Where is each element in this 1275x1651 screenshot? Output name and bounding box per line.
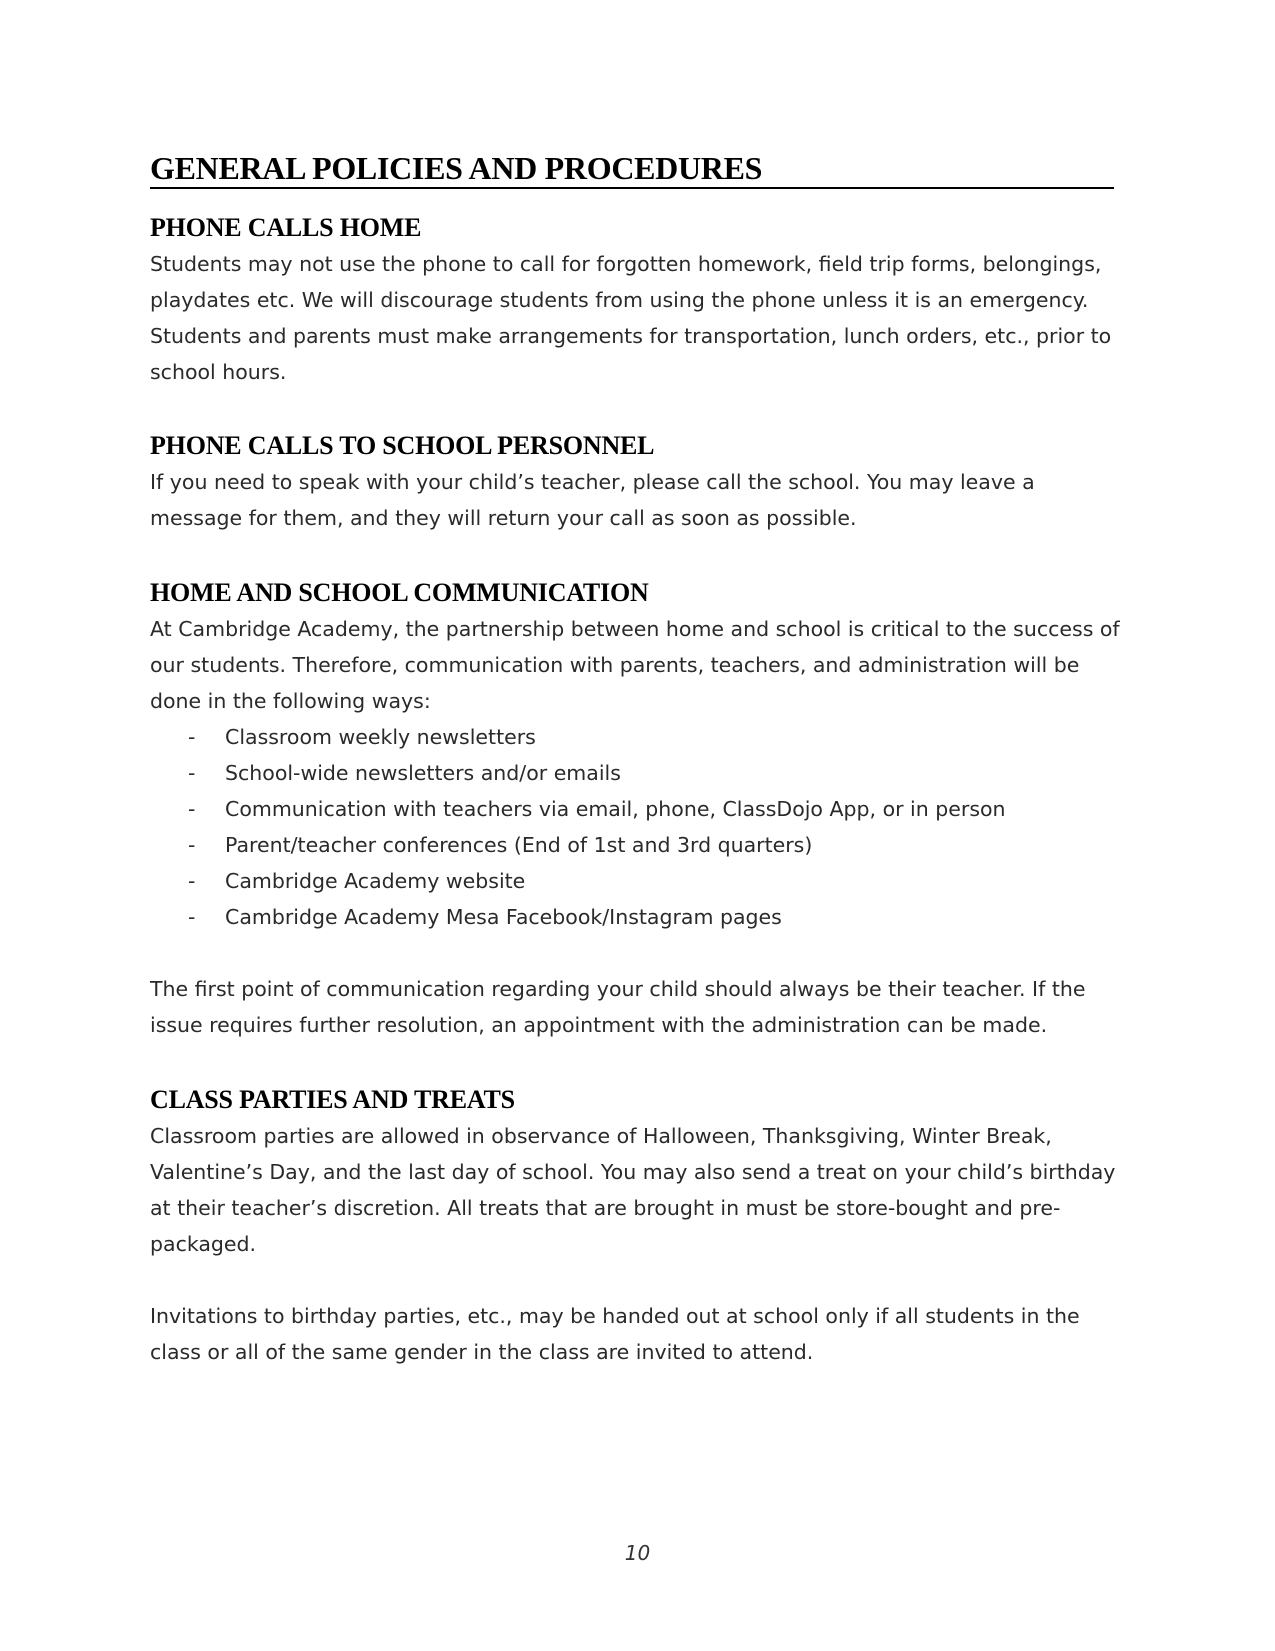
section-paragraph: At Cambridge Academy, the partnership between home and school is critical to the success of our students. Therefore, communication with parents, teachers, and administration will be done in the following ways: <box>150 617 1120 713</box>
section-title: PHONE CALLS TO SCHOOL PERSONNEL <box>150 431 655 460</box>
list-item: - Classroom weekly newsletters <box>150 719 1130 755</box>
list-item: - Parent/teacher conferences (End of 1st and 3rd quarters) <box>150 827 1130 863</box>
list-item: - Cambridge Academy website <box>150 863 1130 899</box>
list-item: - School-wide newsletters and/or emails <box>150 755 1130 791</box>
section-paragraph: Students may not use the phone to call for forgotten homework, field trip forms, belongings, playdates etc. We will discourage students from using the phone unless it is an emergency. Students and parents must make arrangements for transportation, lunch orders, etc., prior to school hours. <box>150 252 1112 384</box>
section-class-parties-treats <box>150 1082 1130 1370</box>
section-paragraph: The first point of communication regarding your child should always be their teacher. If the issue requires further resolution, an appointment with the administration can be made. <box>150 977 1086 1037</box>
section-paragraph: If you need to speak with your child’s teacher, please call the school. You may leave a message for them, and they will return your call as soon as possible. <box>150 470 1035 530</box>
section-title: PHONE CALLS HOME <box>150 213 422 242</box>
page-number: 10 <box>624 1541 651 1565</box>
section-title: HOME AND SCHOOL COMMUNICATION <box>150 578 649 607</box>
section-title: CLASS PARTIES AND TREATS <box>150 1085 515 1114</box>
list-bullet: - <box>188 905 196 929</box>
page-title: GENERAL POLICIES AND PROCEDURES <box>150 148 1114 189</box>
list-item: - Communication with teachers via email, phone, ClassDojo App, or in person <box>150 791 1130 827</box>
list-item: - Cambridge Academy Mesa Facebook/Instagram pages <box>150 899 1130 935</box>
section-phone-calls-school-personnel <box>150 428 1130 536</box>
communication-list <box>150 719 1130 935</box>
list-bullet: - <box>188 869 196 893</box>
section-paragraph: Invitations to birthday parties, etc., may be handed out at school only if all students in the class or all of the same gender in the class are invited to attend. <box>150 1304 1080 1364</box>
list-bullet: - <box>188 725 196 749</box>
list-bullet: - <box>188 797 196 821</box>
section-phone-calls-home <box>150 210 1130 390</box>
section-home-school-communication <box>150 575 1130 1043</box>
section-paragraph: Classroom parties are allowed in observance of Halloween, Thanksgiving, Winter Break, Valentine’s Day, and the last day of school. You may also send a treat on your child’s birthday at their teacher’s discretion. All treats that are brought in must be store-bought and pre-packaged. <box>150 1124 1116 1256</box>
list-bullet: - <box>188 761 196 785</box>
list-bullet: - <box>188 833 196 857</box>
